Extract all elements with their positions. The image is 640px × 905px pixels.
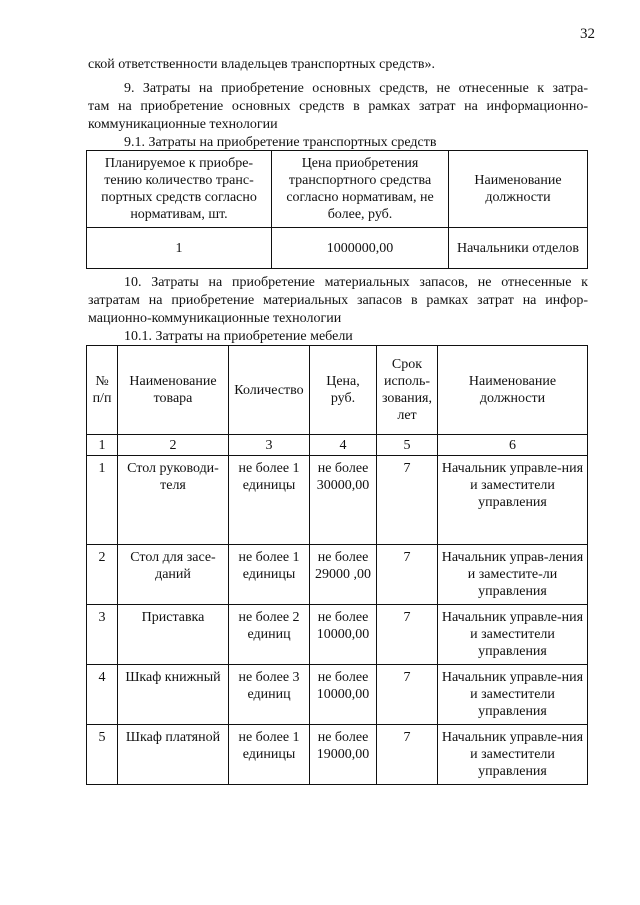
cell-term: 7: [377, 456, 438, 545]
section-9-line-3: коммуникационные технологии: [88, 117, 278, 132]
table-header-row: [87, 346, 588, 435]
cell-term: 7: [377, 545, 438, 605]
section-9-line-2: там на приобретение основных средств в рамках затрат на информационно-: [88, 99, 588, 114]
cell-term: 7: [377, 725, 438, 785]
header-position: Наименование должности: [449, 151, 588, 228]
section-10-paragraph: [88, 274, 588, 346]
header-position: Наименование должности: [438, 346, 588, 435]
header-price: Цена, руб.: [310, 346, 377, 435]
header-quantity: Планируемое к приобре-тению количество транс-портных средств согласно нормативам, шт.: [87, 151, 272, 228]
cell-price: 1000000,00: [272, 228, 449, 269]
section-10-line-1: 10. Затраты на приобретение материальных запасов, не отнесенные к: [124, 275, 588, 290]
cell-term: 7: [377, 605, 438, 665]
cell-quantity: 1: [87, 228, 272, 269]
cell-position: Начальник управле-ния и заместители управления: [438, 665, 588, 725]
header-item-name: Наименование товара: [118, 346, 229, 435]
cell-item-name: Приставка: [118, 605, 229, 665]
cell-quantity: не более 3 единиц: [229, 665, 310, 725]
col-number: 3: [229, 435, 310, 456]
cell-position: Начальник управ-ления и заместите-ли управления: [438, 545, 588, 605]
intro-line: ской ответственности владельцев транспортных средств».: [88, 57, 435, 72]
cell-number: 5: [87, 725, 118, 785]
cell-number: 4: [87, 665, 118, 725]
cell-item-name: Шкаф платяной: [118, 725, 229, 785]
cell-price: не более 30000,00: [310, 456, 377, 545]
section-9-line-1: 9. Затраты на приобретение основных средств, не отнесенные к затра-: [124, 81, 588, 96]
page-number: 32: [580, 26, 595, 42]
section-10-line-3: мационно-коммуникационные технологии: [88, 311, 342, 326]
table-row: [87, 665, 588, 725]
cell-quantity: не более 1 единицы: [229, 545, 310, 605]
col-number: 1: [87, 435, 118, 456]
cell-price: не более 10000,00: [310, 665, 377, 725]
section-9-1-title: 9.1. Затраты на приобретение транспортных средств: [124, 135, 437, 150]
cell-number: 2: [87, 545, 118, 605]
cell-position: Начальник управле-ния и заместители управления: [438, 605, 588, 665]
header-price: Цена приобретения транспортного средства согласно нормативам, не более, руб.: [272, 151, 449, 228]
cell-quantity: не более 1 единицы: [229, 725, 310, 785]
section-9-paragraph: [88, 80, 588, 152]
cell-item-name: Стол руководи-теля: [118, 456, 229, 545]
cell-position: Начальник управле-ния и заместители управления: [438, 725, 588, 785]
table-row: [87, 545, 588, 605]
header-term: Срок исполь-зования, лет: [377, 346, 438, 435]
col-number: 2: [118, 435, 229, 456]
vehicles-table: [86, 150, 588, 269]
cell-position: Начальник управле-ния и заместители управления: [438, 456, 588, 545]
table-row: [87, 228, 588, 269]
header-number: № п/п: [87, 346, 118, 435]
cell-quantity: не более 2 единиц: [229, 605, 310, 665]
cell-price: не более 19000,00: [310, 725, 377, 785]
col-number: 5: [377, 435, 438, 456]
cell-number: 3: [87, 605, 118, 665]
col-number: 6: [438, 435, 588, 456]
cell-term: 7: [377, 665, 438, 725]
cell-item-name: Стол для засе-даний: [118, 545, 229, 605]
table-row: [87, 456, 588, 545]
header-quantity: Количество: [229, 346, 310, 435]
cell-number: 1: [87, 456, 118, 545]
cell-item-name: Шкаф книжный: [118, 665, 229, 725]
table-header-row: [87, 151, 588, 228]
furniture-table: [86, 345, 588, 785]
intro-paragraph: [88, 56, 588, 74]
cell-price: не более 10000,00: [310, 605, 377, 665]
col-number: 4: [310, 435, 377, 456]
cell-quantity: не более 1 единицы: [229, 456, 310, 545]
section-10-1-title: 10.1. Затраты на приобретение мебели: [124, 329, 353, 344]
table-row: [87, 605, 588, 665]
column-number-row: [87, 435, 588, 456]
section-10-line-2: затратам на приобретение материальных запасов в рамках затрат на инфор-: [88, 293, 588, 308]
cell-position: Начальники отделов: [449, 228, 588, 269]
table-row: [87, 725, 588, 785]
cell-price: не более 29000 ,00: [310, 545, 377, 605]
